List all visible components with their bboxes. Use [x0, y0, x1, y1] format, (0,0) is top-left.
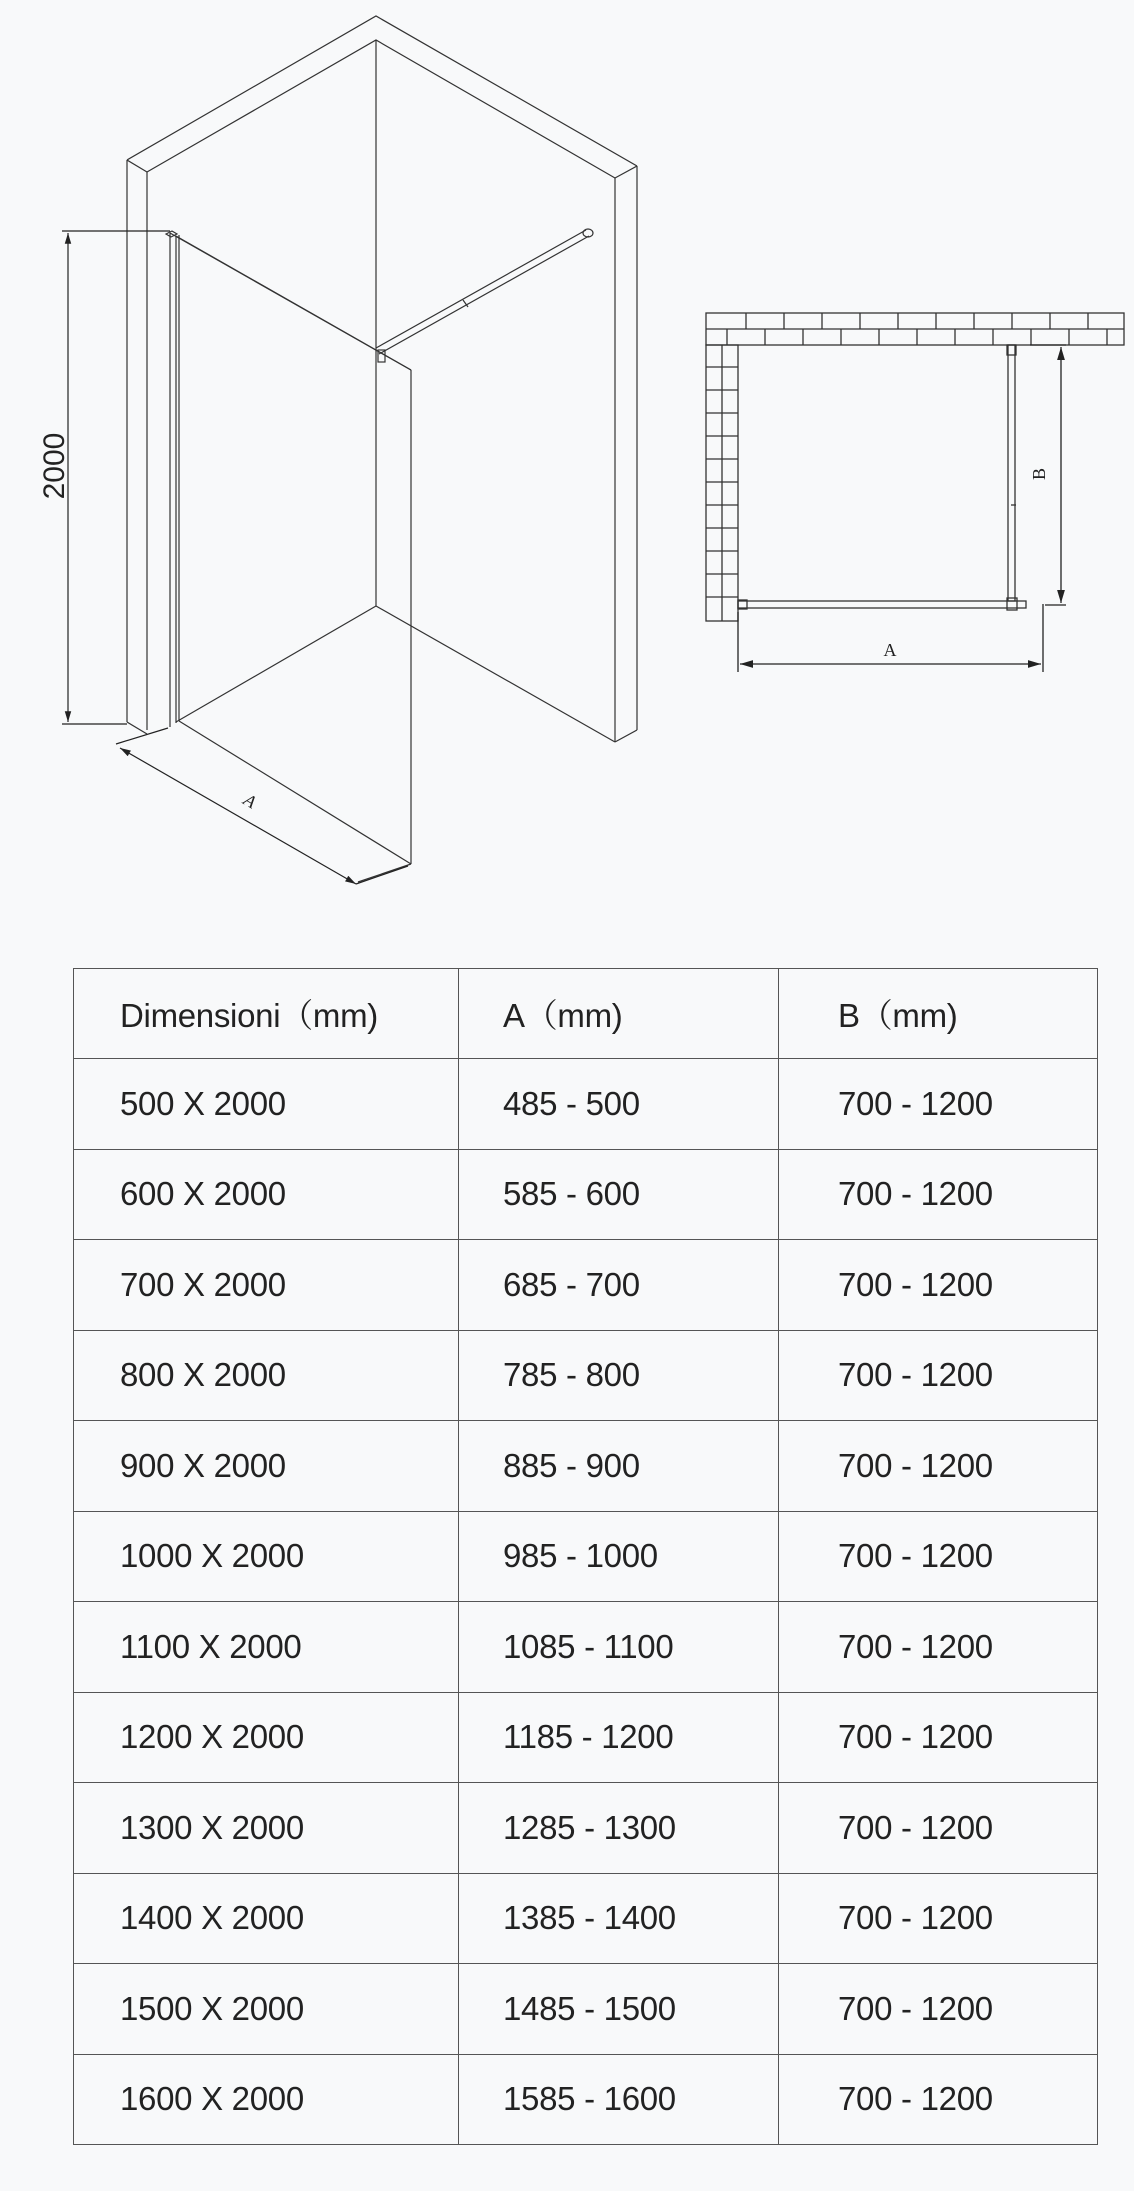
table-row [74, 1692, 1098, 1783]
cell-a-range: 1585 - 1600 [459, 2054, 779, 2145]
iso-width-label: A [240, 789, 260, 813]
height-dimension [62, 231, 170, 724]
plan-depth-label: B [1029, 467, 1049, 481]
cell-dimensions: 1300 X 2000 [74, 1783, 459, 1874]
cell-b-range: 700 - 1200 [779, 1873, 1098, 1964]
cell-a-range: 785 - 800 [459, 1330, 779, 1421]
cell-dimensions: 500 X 2000 [74, 1059, 459, 1150]
cell-a-range: 985 - 1000 [459, 1511, 779, 1602]
cell-a-range: 1285 - 1300 [459, 1783, 779, 1874]
isometric-drawing [0, 0, 660, 900]
cell-b-range: 700 - 1200 [779, 1421, 1098, 1512]
cell-a-range: 585 - 600 [459, 1149, 779, 1240]
cell-dimensions: 1400 X 2000 [74, 1873, 459, 1964]
table-row [74, 1330, 1098, 1421]
cell-dimensions: 900 X 2000 [74, 1421, 459, 1512]
glass-panel [166, 231, 411, 882]
cell-b-range: 700 - 1200 [779, 1511, 1098, 1602]
table-row [74, 1059, 1098, 1150]
table-row [74, 1240, 1098, 1331]
cell-b-range: 700 - 1200 [779, 1330, 1098, 1421]
table-row [74, 1421, 1098, 1512]
cell-b-range: 700 - 1200 [779, 1149, 1098, 1240]
table-row [74, 1149, 1098, 1240]
cell-b-range: 700 - 1200 [779, 1240, 1098, 1331]
header-a: A（mm) [459, 969, 779, 1059]
table-row [74, 1602, 1098, 1693]
plan-glass-and-bar [738, 345, 1026, 610]
plan-dimensions [738, 345, 1066, 672]
cell-dimensions: 1600 X 2000 [74, 2054, 459, 2145]
cell-dimensions: 1200 X 2000 [74, 1692, 459, 1783]
cell-a-range: 1085 - 1100 [459, 1602, 779, 1693]
table-row [74, 1964, 1098, 2055]
cell-dimensions: 1100 X 2000 [74, 1602, 459, 1693]
wall-outline [127, 16, 637, 742]
cell-dimensions: 1500 X 2000 [74, 1964, 459, 2055]
dimensions-table [73, 968, 1098, 2145]
cell-dimensions: 800 X 2000 [74, 1330, 459, 1421]
width-dimension [116, 728, 408, 884]
table-row [74, 1511, 1098, 1602]
table-row [74, 1873, 1098, 1964]
header-b: B（mm) [779, 969, 1098, 1059]
cell-dimensions: 600 X 2000 [74, 1149, 459, 1240]
cell-b-range: 700 - 1200 [779, 2054, 1098, 2145]
table-header-row [74, 969, 1098, 1059]
cell-b-range: 700 - 1200 [779, 1964, 1098, 2055]
header-dimensions: Dimensioni（mm) [74, 969, 459, 1059]
cell-dimensions: 1000 X 2000 [74, 1511, 459, 1602]
plan-view-drawing [700, 300, 1130, 680]
table-row [74, 1783, 1098, 1874]
cell-a-range: 1485 - 1500 [459, 1964, 779, 2055]
table-row [74, 2054, 1098, 2145]
cell-dimensions: 700 X 2000 [74, 1240, 459, 1331]
cell-a-range: 1185 - 1200 [459, 1692, 779, 1783]
cell-a-range: 1385 - 1400 [459, 1873, 779, 1964]
cell-b-range: 700 - 1200 [779, 1602, 1098, 1693]
height-label: 2000 [38, 432, 71, 500]
plan-width-label: A [883, 640, 897, 660]
cell-b-range: 700 - 1200 [779, 1692, 1098, 1783]
cell-a-range: 485 - 500 [459, 1059, 779, 1150]
cell-a-range: 685 - 700 [459, 1240, 779, 1331]
cell-b-range: 700 - 1200 [779, 1059, 1098, 1150]
cell-a-range: 885 - 900 [459, 1421, 779, 1512]
cell-b-range: 700 - 1200 [779, 1783, 1098, 1874]
stabilizer-bar [376, 229, 593, 362]
